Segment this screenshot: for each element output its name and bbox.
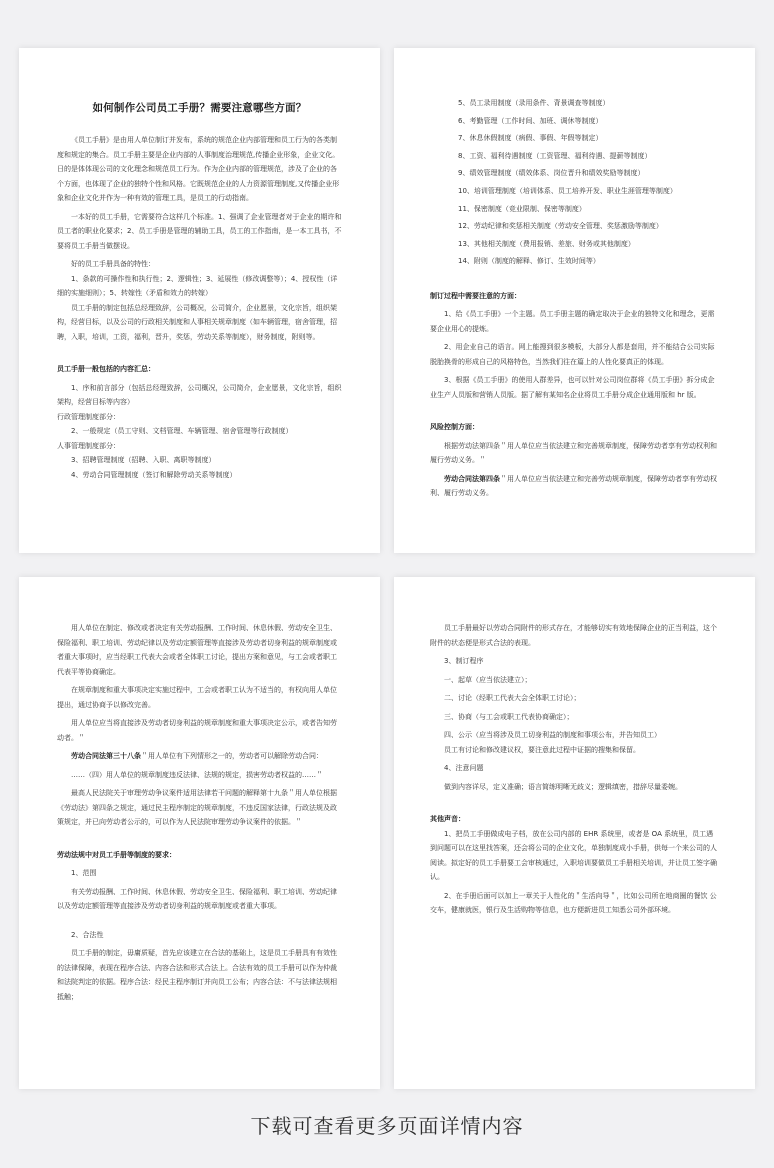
document-page-4 <box>394 577 755 1089</box>
section-heading: 风险控制方面： <box>430 423 479 432</box>
list-item: 9、绩效管理制度（绩效体系、岗位晋升和绩效奖励等制度） <box>458 169 645 178</box>
law-reference: 劳动合同法第四条 <box>444 474 500 483</box>
sub-heading: 2、合法性 <box>71 930 104 939</box>
paragraph: 《员工手册》是由用人单位制订并发布，系统的规范企业内部管理和员工行为的各类制度和规定的集合。员工手册主要是企业内部的人事制度治理规范,传播企业形象，企业文化。日的是体体现公司的文化理念和规范员工行为。作为企业内部的管理规范，涉及了企业的各个方面，也体现了企业的独特个性和风格。它既规范企业的人力资源管理制度,又传播企业形象和企业文化并作为一种有效的管理工具，是员工的行动指南。 <box>57 136 340 202</box>
paragraph <box>57 749 342 764</box>
document-page-2 <box>394 48 755 553</box>
list-item: 4、劳动合同管理制度（签订和解除劳动关系等制度） <box>71 470 237 479</box>
list-item: 四、公示（应当将涉及员工切身利益的制度和事项公布，并告知员工） <box>444 731 661 739</box>
list-item: 13、其他相关制度（费用报销、差旅、财务或其他制度） <box>458 239 635 248</box>
paragraph: 1、条款的可操作性和执行性；2、逻辑性；3、延展性（修改调整等）；4、授权性（详细的实施细则）；5、转嫁性（矛盾和效力的转嫁） <box>57 274 338 297</box>
section-label: 人事管理制度部分： <box>57 441 120 450</box>
list-item: 一、起草（应当依法建立）； <box>444 675 532 684</box>
paragraph: 最高人民法院关于审理劳动争议案件适用法律若干问题的解释第十九条＂用人单位根据《劳动法》第四条之规定，通过民主程序制定的规章制度，不违反国家法律，行政法规及政策规定，并已向劳动者公示的，可以作为人民法院审理劳动争议案件的依据。＂ <box>57 789 337 826</box>
paragraph: 1、把员工手册做成电子档，放在公司内部的 EHR 系统里，或者是 OA 系统里，员工遇到问题可以在这里找答案，还会将公司的企业文化，单独制度成小手册，供每一个来公司的人阅读。拟定好的员工手册要工会审核通过，入职培训要做员工手册相关培训，并让员工签字确认。 <box>430 829 717 881</box>
paragraph: 员工有讨论和修改建议权，要注意此过程中证据的搜集和保留。 <box>444 745 640 754</box>
paragraph: 2、在手册后面可以加上一章关于人性化的＂生活向导＂，比如公司所在地商圈的餐饮 公交车，健康就医，银行及生活购物等信息，也方便新进员工知悉公司外部环境。 <box>430 891 717 914</box>
sub-heading: 4、注意问题 <box>444 764 484 772</box>
paragraph: 用人单位在制定、修改或者决定有关劳动报酬、工作时间、休息休假、劳动安全卫生、保险福利、职工培训、劳动纪律以及劳动定额管理等直接涉及劳动者切身利益的规章制度或者重大事项时，应当经职工代表大会或者全体职工讨论，提出方案和意见，与工会或者职工代表平等协商确定。 <box>57 624 337 676</box>
paragraph: 用人单位应当将直接涉及劳动者切身利益的规章制度和重大事项决定公示，或者告知劳动者。＂ <box>57 719 337 742</box>
law-text: ＂用人单位应当依法建立和完善劳动规章制度，保障劳动者享有劳动权利、履行劳动义务。 <box>430 474 717 498</box>
section-heading: 制订过程中需要注意的方面： <box>430 291 521 300</box>
list-item: 7、休息休假制度（病假、事假、年假等制定） <box>458 134 603 143</box>
page-4-body <box>430 621 719 918</box>
document-page-1 <box>19 48 380 553</box>
list-item: 12、劳动纪律和奖惩相关制度（劳动安全管理、奖惩激励等制度） <box>458 222 663 231</box>
download-more-caption: 下载可查看更多页面详情内容 <box>250 1114 524 1138</box>
paragraph: 好的员工手册具备的特性： <box>71 260 155 268</box>
page-2-body <box>430 95 719 501</box>
paragraph: ……（四）用人单位的规章制度违反法律、法规的规定，损害劳动者权益的……＂ <box>71 770 323 779</box>
paragraph <box>430 472 719 501</box>
paragraph: 2、用企业自己的语言。网上能搜到很多模板，大部分人都是套用，并不能结合公司实际脱胎换骨的形成自己的风格特色，当然我们往在篇上的人性化要真正的体现。 <box>430 343 715 366</box>
sub-heading: 1、范围 <box>71 869 97 877</box>
list-item: 3、招聘管理制度（招聘、入职、离职等制度） <box>71 456 216 464</box>
document-title: 如何制作公司员工手册？需要注意哪些方面？ <box>92 102 307 114</box>
sub-heading: 3、制订程序 <box>444 657 484 665</box>
list-item: 14、附则（制度的解释、修订、生效时间等） <box>458 257 600 266</box>
list-item: 三、协商（与工会或职工代表协商确定）； <box>444 712 574 721</box>
list-item: 11、保密制度（竞业限制、保密等制度） <box>458 204 586 213</box>
paragraph: 有关劳动报酬、工作时间、休息休假、劳动安全卫生、保险福利、职工培训、劳动纪律以及劳动定额管理等直接涉及劳动者切身利益的规章制度或者重大事项。 <box>57 887 337 910</box>
paragraph: 员工手册的制定，毋庸质疑，首先应该建立在合法的基础上，这是员工手册具有有效性的法律保障，表现在程序合法、内容合法和形式合法上。合法有效的员工手册可以作为仲裁和法院判定的依据。程序合法：经民主程序制订并向员工公布；内容合法：不与法律法规相抵触； <box>57 949 337 1001</box>
paragraph: 根据劳动法第四条＂用人单位应当依法建立和完善规章制度，保障劳动者享有劳动权利和履行劳动义务。＂ <box>430 441 717 465</box>
page-3-body <box>57 621 342 1004</box>
paragraph: 1、给《员工手册》一个主题。员工手册主题的确定取决于企业的独特文化和理念，更需要企业用心的提炼。 <box>430 310 715 333</box>
section-heading: 劳动法规中对员工手册等制度的要求： <box>57 850 176 859</box>
paragraph: 做到内容详尽，定义准确；语言简练明晰无歧义；逻辑缜密，措辞尽量委婉。 <box>444 782 682 791</box>
section-heading: 其他声音： <box>430 815 465 823</box>
list-item: 2、一般规定（员工守则、文档管理、车辆管理、宿舍管理等行政制度） <box>71 427 293 435</box>
list-item: 6、考勤管理（工作时间、加班、调休等制度） <box>458 116 603 125</box>
list-item: 二、讨论（经职工代表大会全体职工讨论）； <box>444 694 581 702</box>
list-item: 1、序和前言部分（包括总经理致辞，公司概况，公司简介，企业愿景，文化宗旨，组织架构，经营目标等内容） <box>57 383 342 406</box>
page-1-body <box>57 133 342 482</box>
paragraph: 3、根据《员工手册》的使用人群差异，也可以针对公司岗位群将《员工手册》拆分成企业生产人员版和营销人员版。据了解有某知名企业将员工手册分成企业通用版和 hr 版。 <box>430 376 715 399</box>
paragraph: 一本好的员工手册，它需要符合这样几个标准。1、强调了企业管理者对于企业的期许和员工者的职业化要求；2、员工手册是管理的辅助工具，员工的工作指南，是一本工具书，不要将员工手册当做摆设。 <box>57 212 342 250</box>
section-label: 行政管理制度部分： <box>57 412 120 421</box>
paragraph: 员工手册最好以劳动合同附件的形式存在，才能够切实有效地保障企业的正当利益，这个附件的状态便是形式合法的表现。 <box>430 624 717 647</box>
document-page-3 <box>19 577 380 1089</box>
list-item: 10、培训管理制度（培训体系、员工培养开发、职业生涯管理等制度） <box>458 186 677 195</box>
list-item: 5、员工录用制度（录用条件、背景调查等制度） <box>458 99 610 107</box>
list-item: 8、工资、福利待遇制度（工资管理、福利待遇、提薪等制度） <box>458 151 652 160</box>
law-reference: 劳动合同法第三十八条 <box>71 752 141 760</box>
paragraph: 员工手册的制定包括总经理致辞，公司概况，公司简介，企业愿景，文化宗旨，组织架构，经营目标，以及公司的行政相关制度和人事相关规章制度（如车辆管理，宿舍管理，招聘，入职，培训，工资，福利，晋升，奖惩，劳动关系等制度），财务制度，附则等。 <box>57 303 337 341</box>
section-heading: 员工手册一般包括的内容汇总： <box>57 365 155 373</box>
law-text: ＂用人单位有下列情形之一的，劳动者可以解除劳动合同： <box>141 752 323 760</box>
paragraph: 在规章制度和重大事项决定实施过程中，工会或者职工认为不适当的，有权向用人单位提出，通过协商予以修改完善。 <box>57 686 337 709</box>
